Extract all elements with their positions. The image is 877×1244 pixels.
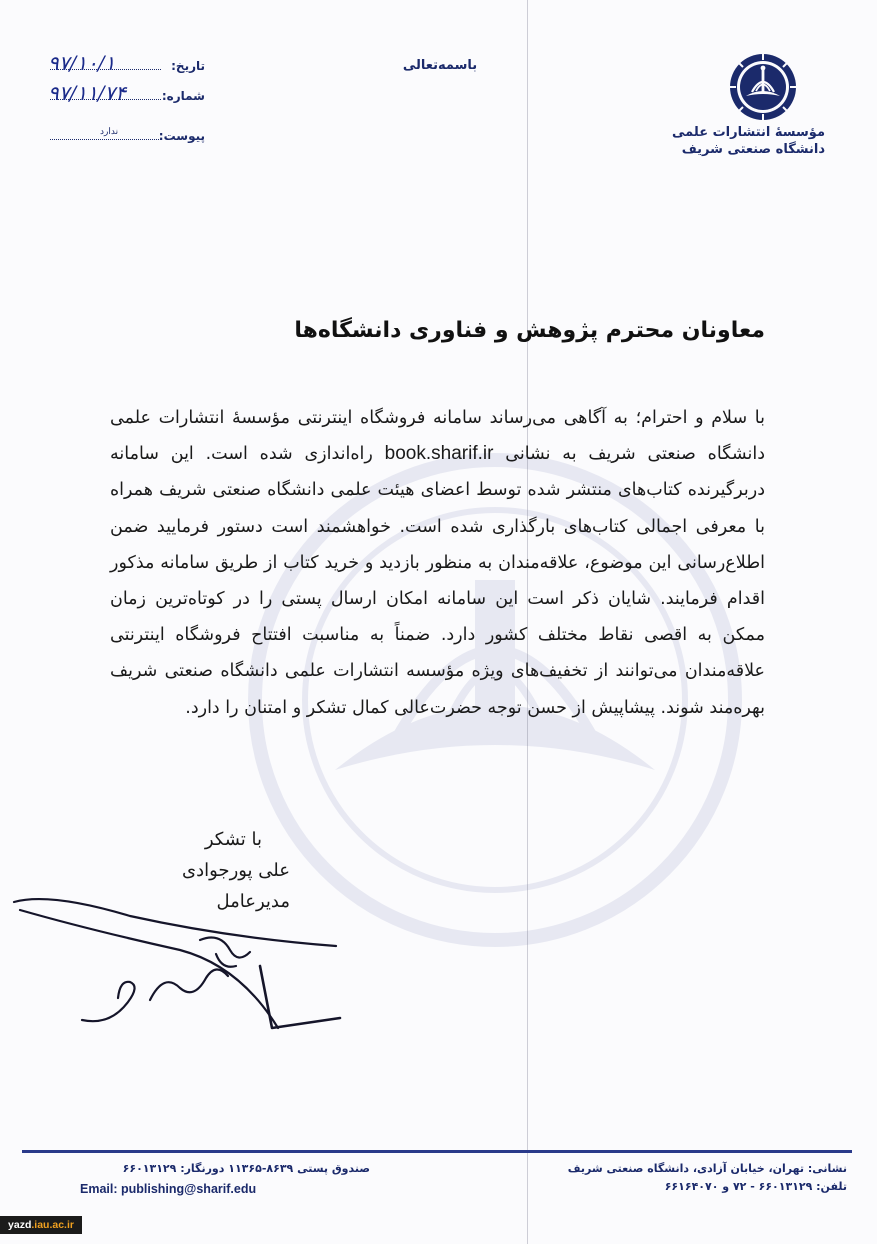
handwritten-signature [10,880,350,1040]
publisher-name-line1: مؤسسهٔ انتشارات علمی [672,125,825,140]
publisher-name [625,124,825,158]
number-handwritten-value: ۹۷/۱۱/۷۴ [48,81,126,105]
footer-contact-left [80,1160,370,1198]
body-text-part2: راه‌اندازی شده است. این سامانه دربرگیرنده کتاب‌های منتشر شده توسط اعضای هیئت علمی دانشگاه صنعتی شریف همراه با معرفی اجمالی کتاب‌های بارگذاری شده است. خواهشمند است دستور فرمایید ضمن اطلاع‌رسانی این موضوع، علاقه‌مندان به منظور بازدید و خرید کتاب از طریق سامانه مذکور اقدام فرمایند. شایان ذکر است این سامانه امکان ارسال پستی را در کوتاه‌ترین زمان ممکن به اقصی نقاط مختلف کشور دارد. ضمناً به مناسبت افتتاح فروشگاه اینترنتی علاقه‌مندان می‌توانند از تخفیف‌های ویژه مؤسسه انتشارات علمی دانشگاه صنعتی شریف بهره‌مند شوند. پیشاپیش از حسن توجه حضرت‌عالی کمال تشکر و امتنان را دارد. [110,444,765,718]
site-watermark-badge [0,1216,82,1234]
attachment-label: پیوست: [158,129,205,143]
footer-contact-right [507,1160,847,1196]
letter-meta-block [40,51,205,155]
number-row [40,81,205,115]
footer-email[interactable]: Email: publishing@sharif.edu [80,1182,257,1196]
signer-title: مدیرعامل [216,891,290,912]
attachment-dotted-line [50,139,161,140]
publisher-name-line2: دانشگاه صنعتی شریف [681,142,825,157]
sharif-university-emblem-icon [728,52,798,122]
footer-phone: تلفن: ۶۶۰۱۳۱۲۹ - ۷۲ و ۶۶۱۶۴۰۷۰ [664,1180,847,1193]
footer-address: نشانی: تهران، خیابان آزادی، دانشگاه صنعتی شریف [567,1162,847,1175]
attachment-row [40,125,205,155]
site-badge-part2: .iau.ac.ir [31,1219,74,1231]
website-link[interactable]: book.sharif.ir [384,443,494,465]
letter-body [110,400,765,726]
addressee-heading: معاونان محترم پژوهش و فناوری دانشگاه‌ها [294,318,765,343]
signer-name: علی پورجوادی [182,860,290,881]
attachment-handwritten-value: ندارد [100,127,119,137]
bismillah-heading: باسمه‌تعالی [402,58,478,73]
footer-divider [22,1150,852,1153]
number-label: شماره: [161,89,205,103]
date-label: تاریخ: [171,59,205,73]
site-badge-part1: yazd [8,1219,32,1231]
body-text-part1: با سلام و احترام؛ به آگاهی می‌رساند سامانه فروشگاه اینترنتی مؤسسهٔ انتشارات علمی دانشگاه صنعتی شریف به نشانی [110,408,765,465]
closing-text: با تشکر [204,829,262,850]
date-handwritten-value: ۹۷/۱۰/۱ [48,51,116,75]
footer-pobox: صندوق پستی ۸۶۳۹-۱۱۳۶۵ دورنگار: ۶۶۰۱۳۱۲۹ [122,1162,370,1175]
